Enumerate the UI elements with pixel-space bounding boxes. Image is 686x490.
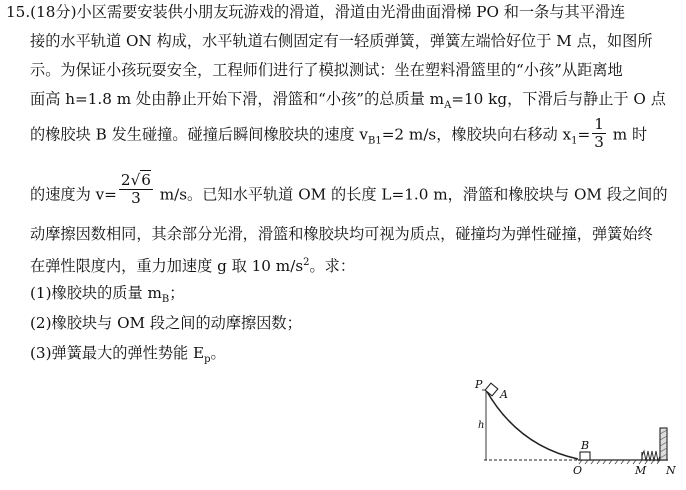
text-line4-a: 面高 h=1.8 m 处由静止开始下滑，滑篮和“小孩”的总质量 m	[30, 90, 445, 108]
subscript-vb1: B1	[367, 135, 382, 147]
text-line8-b: 。求：	[309, 257, 356, 276]
basket-a	[485, 383, 498, 396]
label-n: N	[666, 464, 676, 477]
label-o: O	[573, 464, 583, 477]
text-line6-a: 的速度为 v=	[30, 185, 117, 204]
fraction-denominator: 3	[594, 133, 604, 151]
problem-line-3: 示。为保证小孩玩耍安全，工程师们进行了模拟测试：坐在塑料滑篮里的“小孩”从距离地	[30, 61, 623, 79]
subscript-mass-a: A	[444, 100, 452, 112]
problem-line-2: 接的水平轨道 ON 构成，水平轨道右侧固定有一轻质弹簧，弹簧左端恰好位于 M 点，如图所	[30, 32, 653, 50]
fraction-velocity-numerator	[119, 172, 153, 190]
subscript-x1: 1	[571, 135, 578, 147]
label-h: h	[478, 420, 485, 431]
fraction-velocity	[119, 172, 153, 207]
problem-number: 15.	[6, 3, 31, 21]
problem-points: (18分)	[30, 3, 77, 21]
label-m: M	[635, 464, 647, 477]
question-1-end: ；	[169, 284, 185, 302]
text-line8-a: 在弹性限度内，重力加速度 g 取 10 m/s	[30, 257, 304, 276]
problem-line-4	[30, 89, 666, 116]
superscript-squared: 2	[303, 257, 310, 268]
label-a: A	[500, 388, 508, 401]
text-line5-d: m 时	[607, 125, 648, 144]
problem-line-8	[30, 253, 355, 276]
problem-line-1	[6, 2, 625, 22]
numerator-coefficient: 2	[120, 171, 131, 189]
label-b: B	[581, 439, 590, 452]
question-3	[30, 343, 226, 370]
subscript-energy-p: p	[204, 354, 211, 366]
fraction-one-third	[592, 116, 606, 151]
block-b	[580, 452, 590, 460]
sqrt-symbol: √	[130, 171, 141, 189]
problem-line-6	[30, 171, 668, 213]
radicand: 6	[141, 171, 151, 189]
text-line5-a: 的橡胶块 B 发生碰撞。碰撞后瞬间橡胶块的速度 v	[30, 125, 368, 144]
problem-text-1: 小区需要安装供小朋友玩游戏的滑道，滑道由光滑曲面滑梯 PO 和一条与其平滑连	[76, 3, 626, 21]
label-p: P	[475, 378, 483, 391]
text-line5-b: =2 m/s，橡胶块向右移动 x	[381, 125, 572, 144]
text-line5-equals: =	[577, 125, 591, 144]
slide-diagram	[470, 378, 680, 483]
question-2: (2)橡胶块与 OM 段之间的动摩擦因数；	[30, 314, 302, 332]
text-line6-b: m/s。已知水平轨道 OM 的长度 L=1.0 m，滑篮和橡胶块与 OM 段之间的	[154, 185, 668, 204]
question-3-end: 。	[210, 344, 226, 362]
fraction-velocity-denominator: 3	[131, 189, 141, 207]
problem-line-7: 动摩擦因数相同，其余部分光滑，滑篮和橡胶块均可视为质点，碰撞均为弹性碰撞，弹簧始终	[30, 225, 653, 243]
question-1	[30, 283, 184, 310]
problem-line-5	[30, 115, 648, 153]
fraction-numerator: 1	[594, 115, 604, 133]
question-3-text: (3)弹簧最大的弹性势能 E	[30, 344, 205, 362]
subscript-mass-b: B	[161, 294, 170, 306]
text-line4-b: =10 kg，下滑后与静止于 O 点	[451, 90, 666, 108]
question-1-text: (1)橡胶块的质量 m	[30, 284, 162, 302]
